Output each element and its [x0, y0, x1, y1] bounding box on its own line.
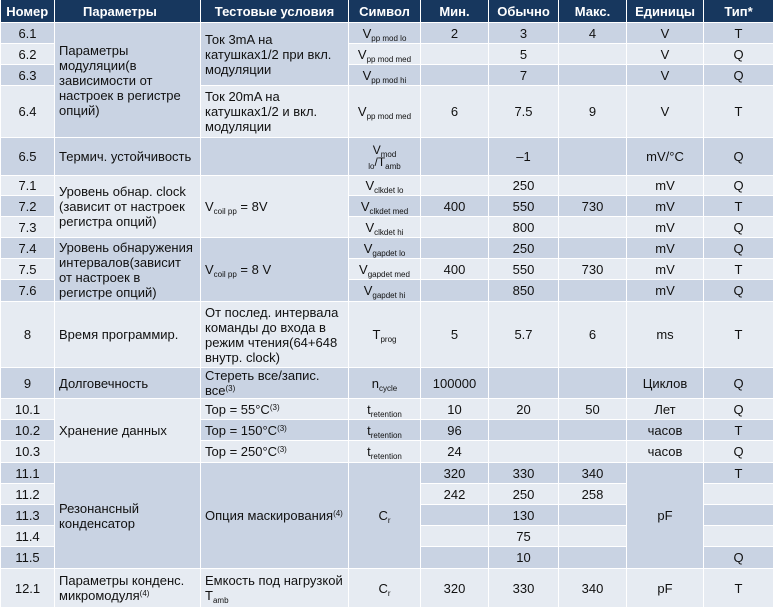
- cell-typ: 550: [489, 196, 559, 217]
- table-row: [1, 302, 773, 368]
- cell-symbol: $V_{gapdet hi}$: [349, 280, 421, 302]
- cell-min: 400: [421, 196, 489, 217]
- cell-type: Q: [704, 547, 773, 569]
- cell-max: 6: [559, 302, 627, 368]
- header-number: Номер: [1, 0, 55, 23]
- cell-type: [704, 484, 773, 505]
- cell-type: Q: [704, 368, 773, 399]
- cell-symbol: $V_{pp mod hi}$: [349, 65, 421, 86]
- cell-symbol: $t_{retention}$: [349, 399, 421, 420]
- cell-typ: 850: [489, 280, 559, 302]
- cell-number: 11.2: [1, 484, 55, 505]
- cell-symbol: $C_r$: [349, 463, 421, 569]
- cell-symbol: $V_{clkdet lo}$: [349, 176, 421, 196]
- cell-parameter: Резонансный конденсатор: [55, 463, 201, 569]
- cell-min: [421, 44, 489, 65]
- cell-type: Q: [704, 65, 773, 86]
- cell-unit: V: [627, 44, 704, 65]
- cell-number: 6.2: [1, 44, 55, 65]
- cell-condition: Top = $150^\circ C^{(3)}$: [201, 420, 349, 441]
- cell-unit: pF: [627, 463, 704, 569]
- cell-type: [704, 505, 773, 526]
- header-max: Макс.: [559, 0, 627, 23]
- cell-type: T: [704, 569, 773, 608]
- cell-condition: Опция маскирования$^{(4)}$: [201, 463, 349, 569]
- cell-number: 7.5: [1, 259, 55, 280]
- cell-symbol: $V_{clkdet med}$: [349, 196, 421, 217]
- cell-max: [559, 65, 627, 86]
- cell-type: Q: [704, 44, 773, 65]
- cell-max: [559, 505, 627, 526]
- cell-min: [421, 526, 489, 547]
- cell-type: T: [704, 463, 773, 484]
- cell-max: [559, 138, 627, 176]
- cell-parameter: Параметры модуляции(в зависимости от настроек в регистре опций): [55, 23, 201, 138]
- cell-unit: V: [627, 23, 704, 44]
- cell-type: [704, 526, 773, 547]
- cell-symbol: $n_{cycle}$: [349, 368, 421, 399]
- cell-typ: 7.5: [489, 86, 559, 138]
- table-row: [1, 368, 773, 399]
- cell-symbol: $V_{pp mod med}$: [349, 86, 421, 138]
- cell-min: [421, 138, 489, 176]
- cell-unit: mV: [627, 259, 704, 280]
- cell-min: 320: [421, 569, 489, 608]
- cell-number: 10.3: [1, 441, 55, 463]
- cell-max: 730: [559, 196, 627, 217]
- cell-symbol: $V_{pp mod med}$: [349, 44, 421, 65]
- table-row: [1, 138, 773, 176]
- cell-unit: mV: [627, 176, 704, 196]
- cell-parameter: Термич. устойчивость: [55, 138, 201, 176]
- table-row: [1, 399, 773, 420]
- cell-min: [421, 238, 489, 259]
- cell-number: 11.4: [1, 526, 55, 547]
- table-row: [1, 569, 773, 608]
- cell-typ: 330: [489, 463, 559, 484]
- table-row: [1, 463, 773, 484]
- cell-min: 10: [421, 399, 489, 420]
- cell-condition: От послед. интервала команды до входа в режим чтения(64+648 внутр. clock): [201, 302, 349, 368]
- cell-max: 4: [559, 23, 627, 44]
- cell-number: 7.1: [1, 176, 55, 196]
- cell-min: 6: [421, 86, 489, 138]
- cell-type: Q: [704, 176, 773, 196]
- header-symbol: Символ: [349, 0, 421, 23]
- cell-symbol: $V_{gapdet lo}$: [349, 238, 421, 259]
- cell-type: T: [704, 23, 773, 44]
- cell-unit: V: [627, 65, 704, 86]
- cell-condition: [201, 138, 349, 176]
- header-parameters: Параметры: [55, 0, 201, 23]
- header-min: Мин.: [421, 0, 489, 23]
- cell-symbol: $t_{retention}$: [349, 420, 421, 441]
- cell-number: 7.2: [1, 196, 55, 217]
- cell-min: 2: [421, 23, 489, 44]
- cell-min: [421, 217, 489, 238]
- cell-type: Q: [704, 238, 773, 259]
- cell-typ: 250: [489, 176, 559, 196]
- cell-typ: 550: [489, 259, 559, 280]
- cell-max: 340: [559, 569, 627, 608]
- cell-max: [559, 420, 627, 441]
- cell-max: [559, 441, 627, 463]
- cell-type: Q: [704, 280, 773, 302]
- cell-max: 50: [559, 399, 627, 420]
- cell-typ: 7: [489, 65, 559, 86]
- cell-unit: ms: [627, 302, 704, 368]
- cell-parameter: Хранение данных: [55, 399, 201, 463]
- cell-condition: Емкость под нагрузкой $T_{amb}$: [201, 569, 349, 608]
- cell-condition: Ток 20mA на катушках1/2 и вкл. модуляции: [201, 86, 349, 138]
- cell-max: 340: [559, 463, 627, 484]
- cell-unit: mV: [627, 196, 704, 217]
- cell-typ: [489, 420, 559, 441]
- cell-max: [559, 526, 627, 547]
- cell-typ: 5.7: [489, 302, 559, 368]
- cell-unit: V: [627, 86, 704, 138]
- cell-typ: 130: [489, 505, 559, 526]
- cell-symbol: $V_{pp mod lo}$: [349, 23, 421, 44]
- cell-parameter: Долговечность: [55, 368, 201, 399]
- cell-type: Q: [704, 138, 773, 176]
- cell-typ: [489, 441, 559, 463]
- cell-type: T: [704, 302, 773, 368]
- cell-number: 6.3: [1, 65, 55, 86]
- cell-typ: 800: [489, 217, 559, 238]
- cell-symbol: $V_{mod}$ $_{lo}/T_{amb}$: [349, 138, 421, 176]
- cell-typ: 10: [489, 547, 559, 569]
- cell-number: 11.5: [1, 547, 55, 569]
- cell-condition: $V_{coil pp} = 8V$: [201, 176, 349, 238]
- header-units: Единицы: [627, 0, 704, 23]
- cell-type: Q: [704, 441, 773, 463]
- cell-parameter: Уровень обнар. clock (зависит от настроек регистра опций): [55, 176, 201, 238]
- cell-symbol: $T_{prog}$: [349, 302, 421, 368]
- cell-unit: Лет: [627, 399, 704, 420]
- cell-min: 320: [421, 463, 489, 484]
- header-row: [1, 0, 773, 23]
- cell-min: 242: [421, 484, 489, 505]
- table-row: [1, 23, 773, 44]
- cell-type: T: [704, 86, 773, 138]
- cell-number: 6.1: [1, 23, 55, 44]
- cell-number: 12.1: [1, 569, 55, 608]
- cell-min: [421, 547, 489, 569]
- cell-unit: часов: [627, 420, 704, 441]
- cell-parameter: Параметры конденс. микромодуля$^{(4)}$: [55, 569, 201, 608]
- cell-max: [559, 44, 627, 65]
- cell-symbol: $C_r$: [349, 569, 421, 608]
- cell-number: 11.3: [1, 505, 55, 526]
- cell-number: 10.2: [1, 420, 55, 441]
- cell-typ: 75: [489, 526, 559, 547]
- header-typical: Обычно: [489, 0, 559, 23]
- cell-max: [559, 547, 627, 569]
- cell-max: [559, 280, 627, 302]
- header-type: Тип*: [704, 0, 773, 23]
- cell-typ: [489, 368, 559, 399]
- cell-number: 6.4: [1, 86, 55, 138]
- cell-number: 9: [1, 368, 55, 399]
- cell-min: [421, 280, 489, 302]
- cell-condition: $V_{coil pp} = 8$ V: [201, 238, 349, 302]
- cell-max: [559, 238, 627, 259]
- cell-unit: mV: [627, 238, 704, 259]
- cell-number: 10.1: [1, 399, 55, 420]
- cell-max: [559, 176, 627, 196]
- cell-unit: часов: [627, 441, 704, 463]
- table-row: [1, 176, 773, 196]
- cell-typ: 330: [489, 569, 559, 608]
- cell-max: 730: [559, 259, 627, 280]
- cell-typ: 20: [489, 399, 559, 420]
- cell-type: T: [704, 259, 773, 280]
- cell-type: Q: [704, 399, 773, 420]
- cell-max: [559, 368, 627, 399]
- cell-max: [559, 217, 627, 238]
- cell-max: 258: [559, 484, 627, 505]
- cell-min: 100000: [421, 368, 489, 399]
- cell-number: 6.5: [1, 138, 55, 176]
- cell-condition: Стереть все/запис. все$^{(3)}$: [201, 368, 349, 399]
- header-test-conditions: Тестовые условия: [201, 0, 349, 23]
- cell-condition: Ток 3mA на катушках1/2 при вкл. модуляции: [201, 23, 349, 86]
- table-row: [1, 238, 773, 259]
- cell-condition: Top = $55^\circ C^{(3)}$: [201, 399, 349, 420]
- cell-min: [421, 176, 489, 196]
- cell-type: T: [704, 420, 773, 441]
- cell-number: 8: [1, 302, 55, 368]
- cell-number: 7.3: [1, 217, 55, 238]
- cell-min: 400: [421, 259, 489, 280]
- cell-condition: Top = $250^\circ C^{(3)}$: [201, 441, 349, 463]
- cell-min: [421, 65, 489, 86]
- cell-unit: mV/°C: [627, 138, 704, 176]
- cell-unit: mV: [627, 217, 704, 238]
- cell-min: 96: [421, 420, 489, 441]
- cell-symbol: $t_{retention}$: [349, 441, 421, 463]
- cell-unit: Циклов: [627, 368, 704, 399]
- cell-symbol: $V_{clkdet hi}$: [349, 217, 421, 238]
- cell-unit: pF: [627, 569, 704, 608]
- cell-min: [421, 505, 489, 526]
- cell-unit: mV: [627, 280, 704, 302]
- cell-min: 5: [421, 302, 489, 368]
- cell-typ: 250: [489, 238, 559, 259]
- cell-typ: 5: [489, 44, 559, 65]
- cell-max: 9: [559, 86, 627, 138]
- cell-type: Q: [704, 217, 773, 238]
- cell-number: 7.6: [1, 280, 55, 302]
- cell-typ: 3: [489, 23, 559, 44]
- cell-parameter: Уровень обнаружения интервалов(зависит от настроек в регистре опций): [55, 238, 201, 302]
- cell-number: 7.4: [1, 238, 55, 259]
- cell-min: 24: [421, 441, 489, 463]
- cell-parameter: Время программир.: [55, 302, 201, 368]
- cell-typ: 250: [489, 484, 559, 505]
- cell-number: 11.1: [1, 463, 55, 484]
- cell-symbol: $V_{gapdet med}$: [349, 259, 421, 280]
- cell-typ: –1: [489, 138, 559, 176]
- cell-type: T: [704, 196, 773, 217]
